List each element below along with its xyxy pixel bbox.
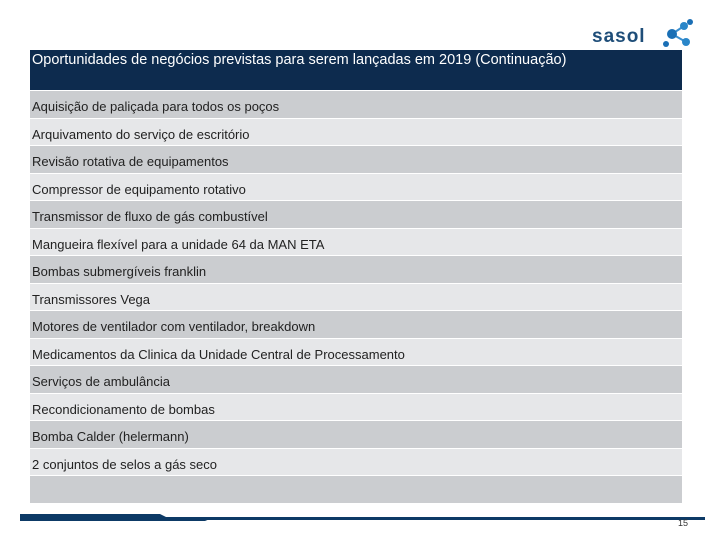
- table-row: 2 conjuntos de selos a gás seco: [30, 448, 682, 476]
- footer-band: [0, 500, 720, 530]
- molecule-icon: [662, 18, 698, 48]
- table-row: Bombas submergíveis franklin: [30, 255, 682, 283]
- page-number: 15: [677, 518, 688, 528]
- sasol-logo: [590, 18, 700, 48]
- table-header: Oportunidades de negócios previstas para serem lançadas em 2019 (Continuação): [30, 50, 682, 90]
- table-row: Mangueira flexível para a unidade 64 da MAN ETA: [30, 228, 682, 256]
- table-row: Compressor de equipamento rotativo: [30, 173, 682, 201]
- table-row: Bomba Calder (helermann): [30, 420, 682, 448]
- table-row: Transmissor de fluxo de gás combustível: [30, 200, 682, 228]
- table-row: Aquisição de paliçada para todos os poços: [30, 90, 682, 118]
- logo-text: sasol: [592, 26, 646, 47]
- table-row: Transmissores Vega: [30, 283, 682, 311]
- table-row: Recondicionamento de bombas: [30, 393, 682, 421]
- opportunities-table: [30, 50, 682, 503]
- table-row: Serviços de ambulância: [30, 365, 682, 393]
- table-row: Revisão rotativa de equipamentos: [30, 145, 682, 173]
- table-row: [30, 475, 682, 503]
- table-row: Arquivamento do serviço de escritório: [30, 118, 682, 146]
- table-row: Motores de ventilador com ventilador, breakdown: [30, 310, 682, 338]
- table-row: Medicamentos da Clinica da Unidade Central de Processamento: [30, 338, 682, 366]
